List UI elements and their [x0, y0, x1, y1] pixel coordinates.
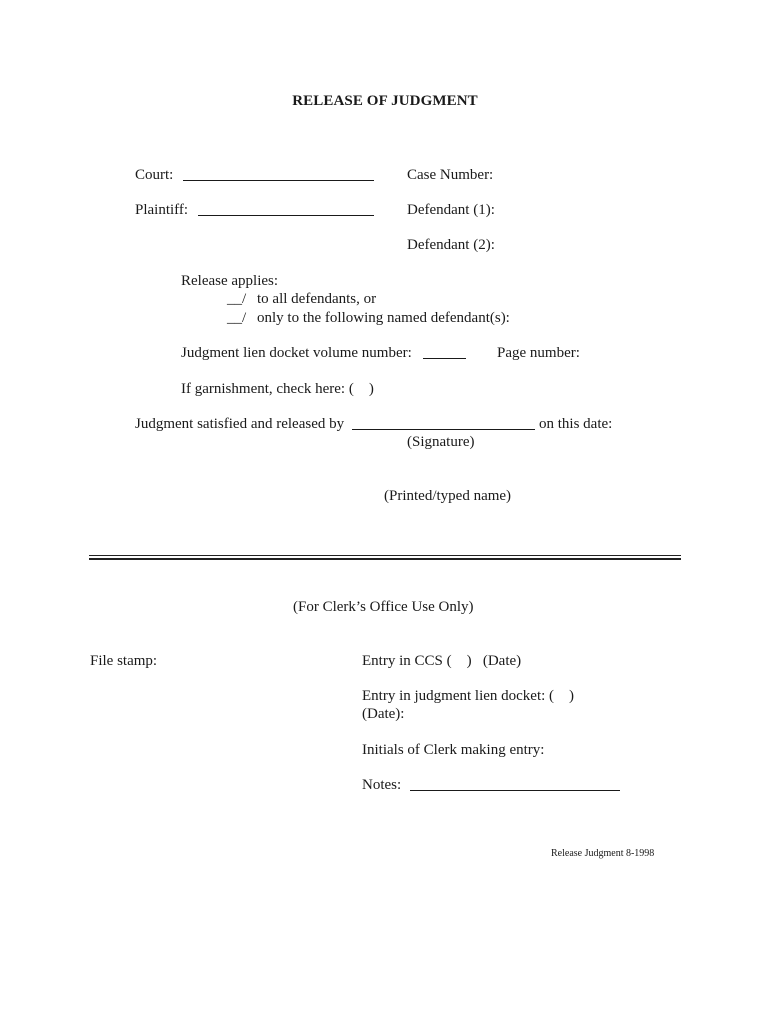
notes-label: Notes:	[362, 777, 402, 793]
court-label: Court:	[135, 167, 174, 183]
garnishment-checkbox-label[interactable]: If garnishment, check here: ( )	[181, 381, 374, 397]
docket-volume-blank[interactable]	[423, 358, 466, 359]
clerk-heading: (For Clerk’s Office Use Only)	[293, 599, 474, 615]
docket-volume-label: Judgment lien docket volume number:	[181, 345, 412, 361]
entry-docket-label[interactable]: Entry in judgment lien docket: ( )	[362, 688, 575, 704]
section-divider-bottom	[89, 558, 681, 560]
satisfaction-label: Judgment satisfied and released by	[135, 416, 345, 432]
option-all-text: to all defendants, or	[257, 291, 377, 307]
release-heading: Release applies:	[181, 273, 279, 289]
form-footer-id: Release Judgment 8-1998	[551, 848, 655, 859]
defendant-1-label: Defendant (1):	[407, 202, 495, 218]
file-stamp-label: File stamp:	[90, 653, 158, 669]
entry-docket-date-label: (Date):	[362, 706, 405, 722]
option-named-text: only to the following named defendant(s):	[257, 310, 510, 326]
signature-caption: (Signature)	[407, 434, 475, 450]
section-divider-top	[89, 555, 681, 556]
satisfaction-date-label: on this date:	[539, 416, 613, 432]
option-all-checkmark[interactable]: __/	[227, 291, 247, 307]
signature-blank[interactable]	[352, 429, 535, 430]
plaintiff-blank[interactable]	[198, 215, 374, 216]
option-named-checkmark[interactable]: __/	[227, 310, 247, 326]
court-blank[interactable]	[183, 180, 374, 181]
page-title: RELEASE OF JUDGMENT	[292, 93, 478, 109]
clerk-initials-label: Initials of Clerk making entry:	[362, 742, 545, 758]
defendant-2-label: Defendant (2):	[407, 237, 495, 253]
notes-blank[interactable]	[410, 790, 620, 791]
page-number-label: Page number:	[497, 345, 580, 361]
printed-name-caption: (Printed/typed name)	[384, 488, 512, 504]
plaintiff-label: Plaintiff:	[135, 202, 189, 218]
case-number-label: Case Number:	[407, 167, 494, 183]
entry-ccs-label[interactable]: Entry in CCS ( ) (Date)	[362, 653, 522, 669]
